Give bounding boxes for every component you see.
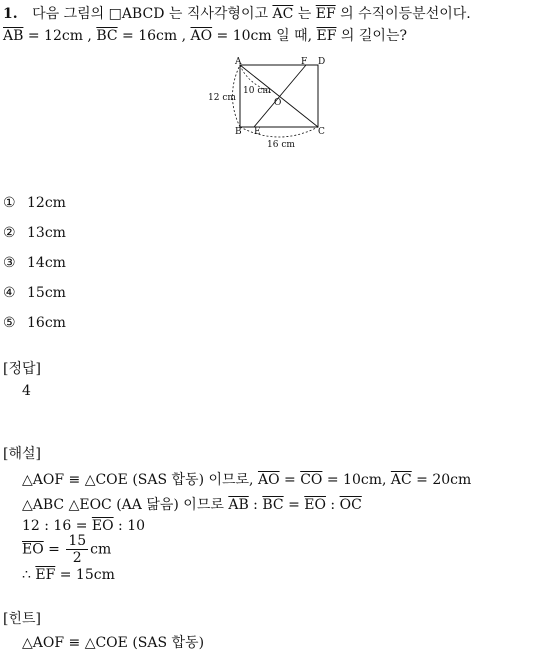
explanation-line-2 (22, 494, 362, 514)
label-f: F (301, 57, 308, 67)
explanation-line-3 (22, 518, 145, 534)
exp5-a: ∴ (22, 567, 36, 583)
explanation-line-1 (22, 469, 471, 489)
label-d: D (318, 57, 326, 67)
exp4-a: = (43, 541, 65, 558)
given-ao: = 10cm 일 때, (212, 28, 317, 44)
exp2-d: : (325, 497, 340, 513)
segment-ac: $\overline{AC}$ (272, 6, 294, 22)
exp2-b: : (248, 497, 263, 513)
question-ask: 의 길이는? (336, 28, 407, 44)
segment-ab: $\overline{AB}$ (3, 28, 24, 44)
choice-5[interactable] (3, 315, 66, 331)
choice-2[interactable] (3, 225, 66, 241)
exp1-d: = 20cm (411, 472, 472, 488)
exp3-a: 12 : 16 = (22, 518, 92, 534)
exp1-c: = 10cm, (322, 472, 391, 488)
rectangle-figure (205, 55, 335, 155)
question-line-2 (3, 25, 407, 45)
question-text-pre: 다음 그림의 □ABCD 는 직사각형이고 (32, 6, 273, 22)
exp2-seg-eo: $\overline{EO}$ (304, 497, 326, 513)
choice-4-mark: ④ (3, 285, 16, 301)
choice-5-mark: ⑤ (3, 315, 16, 331)
exp5-seg-ef: $\overline{EF}$ (35, 567, 56, 583)
exp4-seg-eo: $\overline{EO}$ (22, 541, 44, 558)
choice-4-text: 15cm (27, 285, 66, 301)
fraction (66, 533, 88, 566)
question-text-mid: 는 (293, 6, 316, 22)
segment-ef: $\overline{EF}$ (315, 6, 336, 22)
label-b: B (235, 127, 242, 137)
hint-heading: [힌트] (3, 611, 41, 627)
answer-heading: [정답] (3, 361, 41, 377)
segment-ao: $\overline{AO}$ (190, 28, 213, 44)
label-ao-length: 10 cm (243, 86, 271, 96)
exp2-seg-oc: $\overline{OC}$ (339, 497, 362, 513)
choice-3[interactable] (3, 255, 66, 271)
exp4-b: cm (90, 541, 112, 558)
choice-1-mark: ① (3, 195, 16, 211)
question-line-1 (3, 3, 471, 23)
question-text-post: 의 수직이등분선이다. (335, 6, 471, 22)
choice-5-text: 16cm (27, 315, 66, 331)
exp1-seg-ao: $\overline{AO}$ (257, 472, 280, 488)
given-ab: = 12cm , (23, 28, 97, 44)
exp1-seg-ac: $\overline{AC}$ (390, 472, 412, 488)
fraction-denominator: 2 (72, 550, 82, 566)
exp2-a: △ABC △EOC (AA 닮음) 이므로 (22, 497, 229, 513)
explanation-heading: [해설] (3, 446, 41, 462)
label-c: C (318, 127, 325, 137)
exp3-b: : 10 (113, 518, 146, 534)
question-number: 1. (3, 6, 18, 22)
exp3-seg-eo: $\overline{EO}$ (91, 518, 114, 534)
diagonal-ac (240, 65, 318, 127)
bc-dimension-arc (240, 127, 318, 137)
choice-4[interactable] (3, 285, 66, 301)
label-o: O (274, 98, 282, 108)
explanation-line-5 (22, 567, 115, 583)
exp2-c: = (283, 497, 305, 513)
figure-svg (205, 55, 335, 155)
label-e: E (254, 127, 261, 137)
hint-text: △AOF ≡ △COE (SAS 합동) (22, 635, 205, 651)
choice-2-text: 13cm (27, 225, 66, 241)
explanation-line-4 (22, 533, 111, 566)
answer-value: 4 (22, 383, 31, 399)
exp1-b: = (279, 472, 301, 488)
choice-1[interactable] (3, 195, 66, 211)
choice-2-mark: ② (3, 225, 16, 241)
choice-1-text: 12cm (27, 195, 66, 211)
exp1-a: △AOF ≡ △COE (SAS 합동) 이므로, (22, 472, 258, 488)
exp2-seg-bc: $\overline{BC}$ (262, 497, 284, 513)
exp5-b: = 15cm (55, 567, 115, 583)
given-bc: = 16cm , (117, 28, 191, 44)
segment-ef-2: $\overline{EF}$ (316, 28, 337, 44)
label-ab-length: 12 cm (208, 93, 236, 103)
exp2-seg-ab: $\overline{AB}$ (228, 497, 249, 513)
fraction-numerator: 15 (68, 533, 87, 549)
label-a: A (235, 57, 242, 67)
segment-bc: $\overline{BC}$ (96, 28, 118, 44)
choice-3-text: 14cm (27, 255, 66, 271)
segment-ef-line (254, 65, 306, 127)
choice-3-mark: ③ (3, 255, 16, 271)
exp1-seg-co: $\overline{CO}$ (300, 472, 323, 488)
label-bc-length: 16 cm (267, 140, 295, 150)
